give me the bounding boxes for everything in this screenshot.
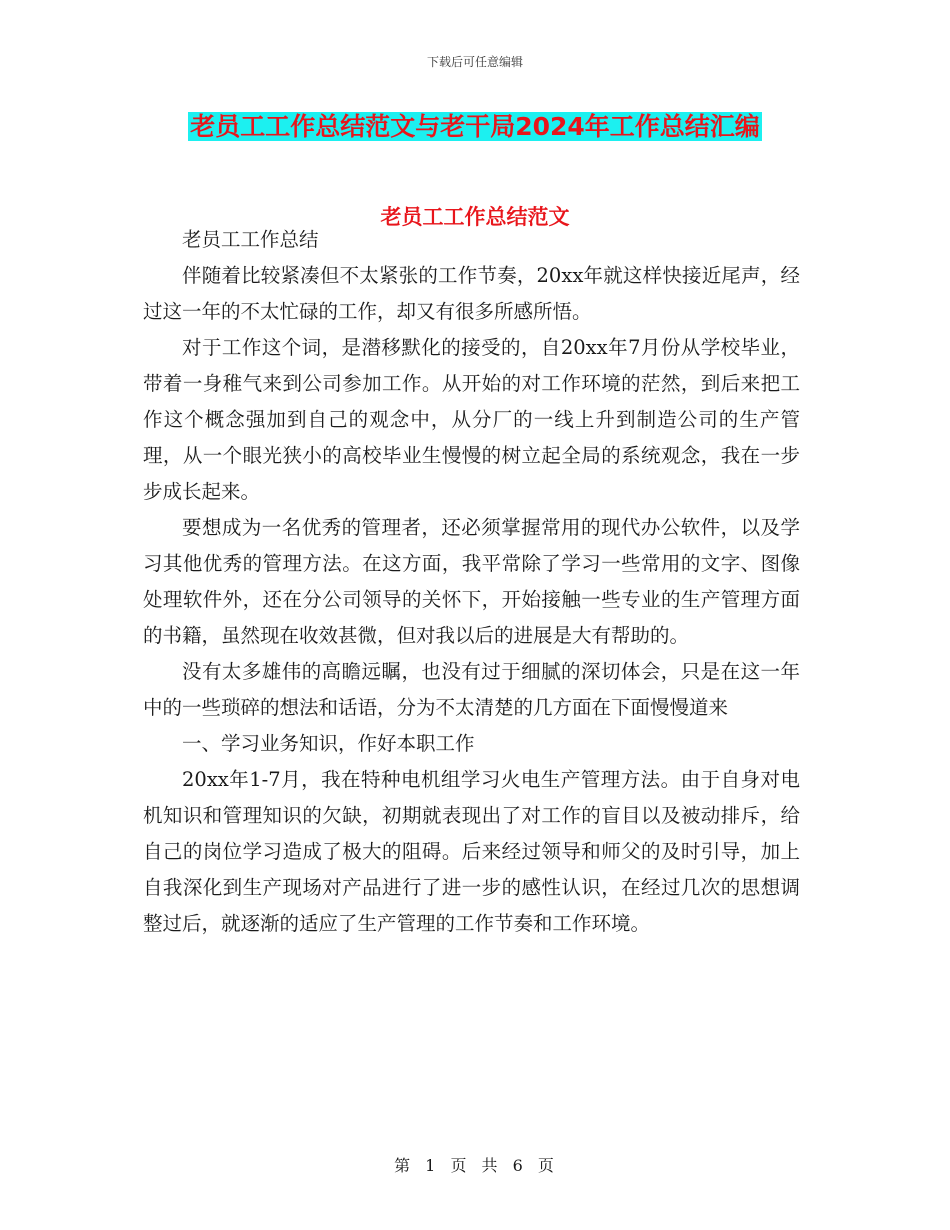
paragraph: 对于工作这个词，是潜移默化的接受的，自20xx年7月份从学校毕业，带着一身稚气来到公司参加工作。从开始的对工作环境的茫然，到后来把工作这个概念强加到自己的观念中，从分厂的一线上升到制造公司的生产管理，从一个眼光狭小的高校毕业生慢慢的树立起全局的系统观念，我在一步步成长起来。 <box>143 336 800 503</box>
body-text <box>143 222 800 942</box>
page-footer: 第 1 页 共 6 页 <box>394 1156 556 1175</box>
header-note: 下载后可任意编辑 <box>426 55 523 69</box>
paragraph: 伴随着比较紧凑但不太紧张的工作节奏，20xx年就这样快接近尾声，经过这一年的不太忙碌的工作，却又有很多所感所悟。 <box>143 264 800 323</box>
paragraph: 没有太多雄伟的高瞻远瞩，也没有过于细腻的深切体会，只是在这一年中的一些琐碎的想法和话语，分为不太清楚的几方面在下面慢慢道来 <box>143 660 800 719</box>
paragraph: 要想成为一名优秀的管理者，还必须掌握常用的现代办公软件，以及学习其他优秀的管理方法。在这方面，我平常除了学习一些常用的文字、图像处理软件外，还在分公司领导的关怀下，开始接触一些专业的生产管理方面的书籍，虽然现在收效甚微，但对我以后的进展是大有帮助的。 <box>143 516 800 647</box>
document-title-text: 老员工工作总结范文与老干局2024年工作总结汇编 <box>190 112 760 141</box>
paragraph: 20xx年1-7月，我在特种电机组学习火电生产管理方法。由于自身对电机知识和管理知识的欠缺，初期就表现出了对工作的盲目以及被动排斥，给自己的岗位学习造成了极大的阻碍。后来经过领导和师父的及时引导，加上自我深化到生产现场对产品进行了进一步的感性认识，在经过几次的思想调整过后，就逐渐的适应了生产管理的工作节奏和工作环境。 <box>143 768 800 935</box>
paragraph: 一、学习业务知识，作好本职工作 <box>182 732 475 755</box>
section-title: 老员工工作总结范文 <box>380 205 570 229</box>
document-title <box>0 110 950 144</box>
paragraph: 老员工工作总结 <box>182 228 319 251</box>
